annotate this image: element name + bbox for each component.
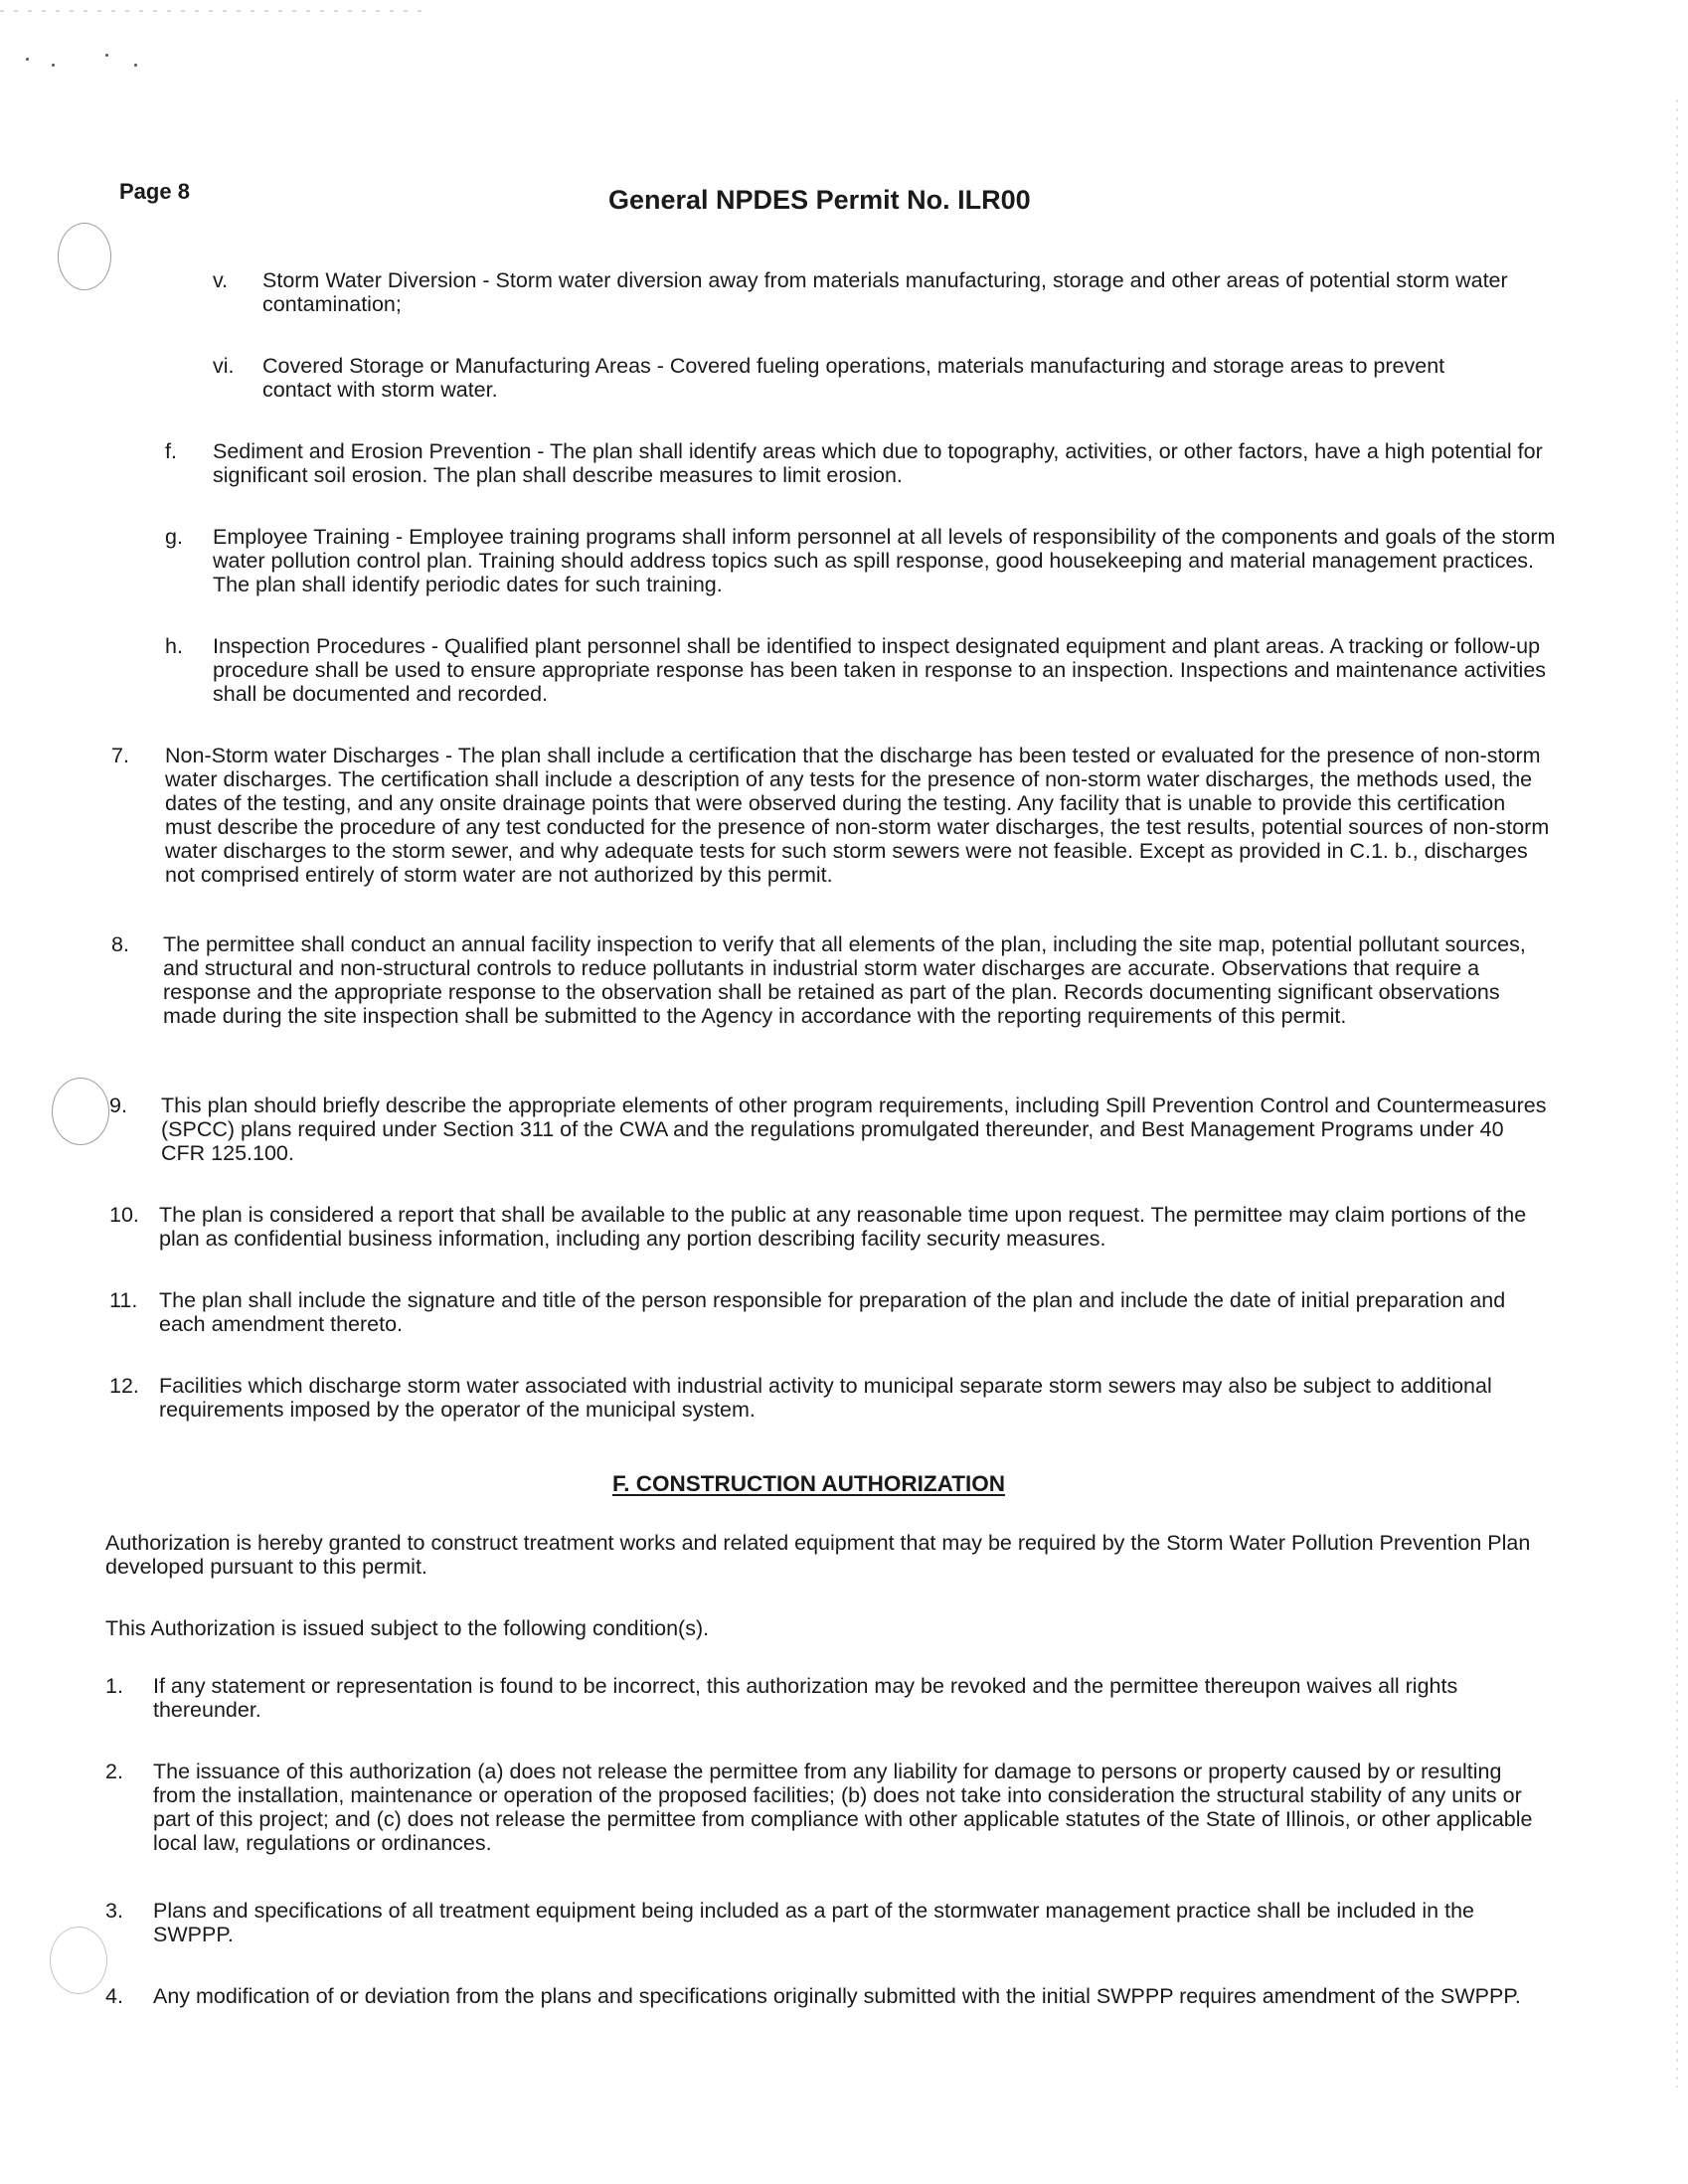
document-title: General NPDES Permit No. ILR00 bbox=[608, 185, 1031, 215]
scan-edge-top bbox=[0, 10, 427, 12]
list-marker: 2. bbox=[105, 1760, 123, 1783]
list-text: The issuance of this authorization (a) does not release the permittee from any liability for damage to persons or property caused by or resulting from the installation, maintenance or operation of the proposed facilities; (b) does not take into consideration the structural stability of any units or part of this project; and (c) does not release the permittee from compliance with other applicable statutes of the State of Illinois, or other applicable local law, regulations or ordinances. bbox=[153, 1760, 1533, 1855]
list-text: The permittee shall conduct an annual facility inspection to verify that all elements of the plan, including the site map, potential pollutant sources, and structural and non-structural controls to reduce pollutants in industrial storm water discharges are accurate. Observations that require a response and the appropriate response to the observation shall be retained as part of the plan. Records documenting significant observations made during the site inspection shall be submitted to the Agency in accordance with the reporting requirements of this permit. bbox=[163, 932, 1526, 1028]
list-marker: vi. bbox=[213, 354, 235, 378]
list-marker: 9. bbox=[109, 1093, 127, 1117]
list-marker: 11. bbox=[109, 1288, 138, 1312]
list-marker: 3. bbox=[105, 1899, 123, 1923]
list-marker: 4. bbox=[105, 1984, 123, 2008]
punch-hole-bottom bbox=[50, 1927, 107, 1994]
conditions-intro: This Authorization is issued subject to the following condition(s). bbox=[105, 1616, 710, 1640]
list-text: Covered Storage or Manufacturing Areas - Covered fueling operations, materials manufacturing and storage areas to prevent contact with storm water. bbox=[262, 354, 1445, 402]
list-marker: f. bbox=[165, 439, 177, 463]
list-text: Any modification of or deviation from the plans and specifications originally submitted with the initial SWPPP requires amendment of the SWPPP. bbox=[153, 1984, 1521, 2008]
list-text: If any statement or representation is found to be incorrect, this authorization may be revoked and the permittee thereupon waives all rights thereunder. bbox=[153, 1674, 1458, 1722]
list-marker: g. bbox=[165, 525, 183, 549]
list-text: Non-Storm water Discharges - The plan shall include a certification that the discharge has been tested or evaluated for the presence of non-storm water discharges. The certification shall include a description of any tests for the presence of non-storm water discharges, the methods used, the dates of the testing, and any onsite drainage points that were observed during the testing. Any facility that is unable to provide this certification must describe the procedure of any test conducted for the presence of non-storm water discharges, the test results, potential sources of non-storm water discharges to the storm sewer, and why adequate tests for such storm sewers were not feasible. Except as provided in C.1. b., discharges not comprised entirely of storm water are not authorized by this permit. bbox=[165, 744, 1550, 887]
list-marker: 10. bbox=[109, 1203, 139, 1227]
list-text: Plans and specifications of all treatment equipment being included as a part of the stormwater management practice shall be included in the SWPPP. bbox=[153, 1899, 1474, 1946]
list-marker: 12. bbox=[109, 1374, 139, 1398]
section-heading: F. CONSTRUCTION AUTHORIZATION bbox=[612, 1471, 1005, 1496]
list-text: Facilities which discharge storm water associated with industrial activity to municipal separate storm sewers may also be subject to additional requirements imposed by the operator of the municipal system. bbox=[159, 1374, 1492, 1422]
list-marker: 7. bbox=[111, 744, 129, 767]
list-text: This plan should briefly describe the appropriate elements of other program requirements, including Spill Prevention Control and Countermeasures (SPCC) plans required under Section 311 of the CWA and the regulations promulgated thereunder, and Best Management Programs under 40 CFR 125.100. bbox=[161, 1093, 1547, 1165]
list-text: Storm Water Diversion - Storm water diversion away from materials manufacturing, storage and other areas of potential storm water contamination; bbox=[262, 268, 1508, 316]
list-marker: v. bbox=[213, 268, 229, 292]
list-text: Inspection Procedures - Qualified plant personnel shall be identified to inspect designated equipment and plant areas. A tracking or follow-up procedure shall be used to ensure appropriate response has been taken in response to an inspection. Inspections and maintenance activities shall be documented and recorded. bbox=[213, 634, 1547, 706]
list-text: The plan shall include the signature and title of the person responsible for preparation of the plan and include the date of initial preparation and each amendment thereto. bbox=[159, 1288, 1506, 1336]
list-text: Employee Training - Employee training programs shall inform personnel at all levels of responsibility of the components and goals of the storm water pollution control plan. Training should address topics such as spill response, good housekeeping and material management practices. The plan shall identify periodic dates for such training. bbox=[213, 525, 1556, 596]
scan-speck bbox=[52, 64, 55, 67]
scan-speck bbox=[26, 58, 29, 61]
punch-hole-middle bbox=[52, 1078, 109, 1145]
punch-hole-top bbox=[58, 223, 111, 290]
page-number: Page 8 bbox=[119, 179, 190, 204]
scan-speck bbox=[134, 64, 137, 67]
scan-edge-right bbox=[1676, 99, 1678, 2088]
list-marker: 8. bbox=[111, 932, 129, 956]
list-text: The plan is considered a report that shall be available to the public at any reasonable time upon request. The permittee may claim portions of the plan as confidential business information, including any portion describing facility security measures. bbox=[159, 1203, 1527, 1251]
list-text: Sediment and Erosion Prevention - The plan shall identify areas which due to topography, activities, or other factors, have a high potential for significant soil erosion. The plan shall describe measures to limit erosion. bbox=[213, 439, 1543, 487]
list-marker: 1. bbox=[105, 1674, 123, 1698]
section-intro: Authorization is hereby granted to construct treatment works and related equipment that may be required by the Storm Water Pollution Prevention Plan developed pursuant to this permit. bbox=[105, 1531, 1531, 1579]
scan-speck bbox=[105, 54, 108, 57]
list-marker: h. bbox=[165, 634, 183, 658]
